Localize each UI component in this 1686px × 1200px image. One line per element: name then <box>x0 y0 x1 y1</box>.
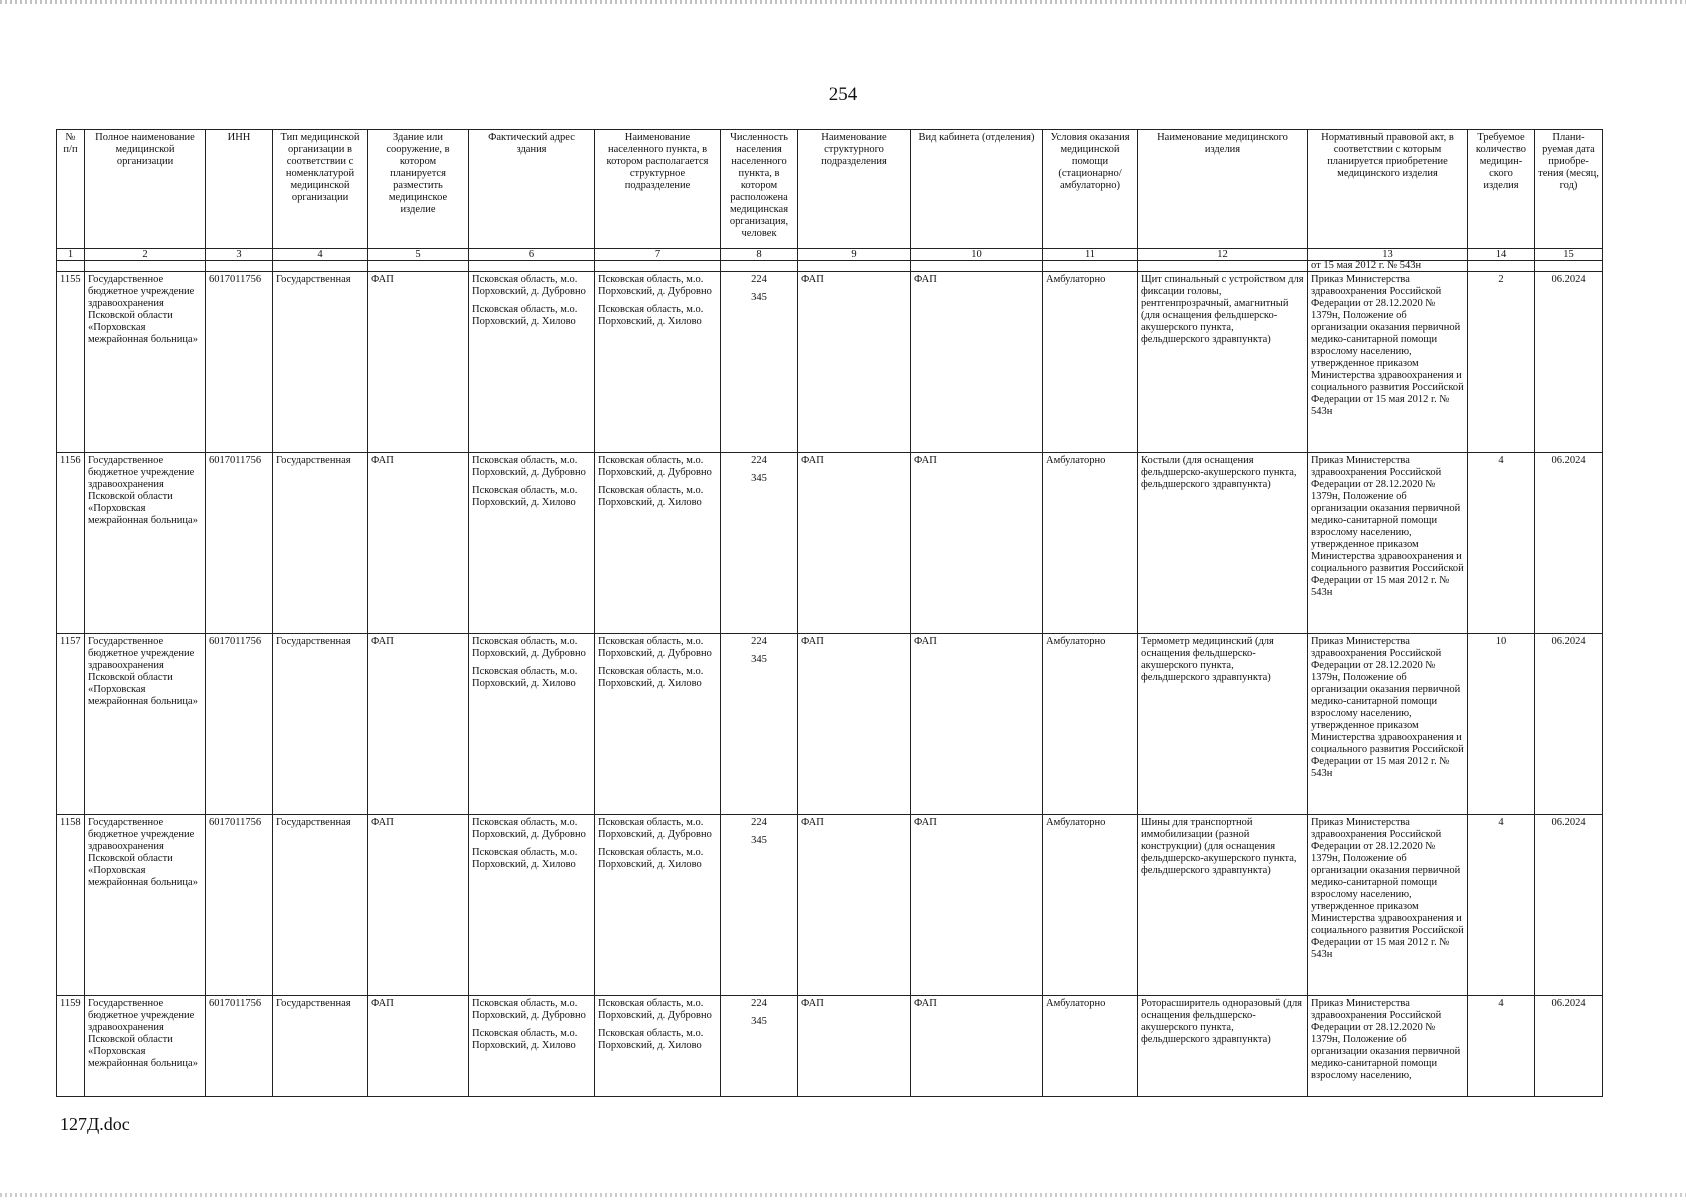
row-num: 1157 <box>57 634 85 815</box>
row-cabinet: ФАП <box>911 815 1043 996</box>
row-num: 1159 <box>57 996 85 1097</box>
column-number-row <box>57 249 1603 261</box>
locality-1: Псковская область, м.о. Порховский, д. Дубровно <box>598 817 712 840</box>
row-address <box>469 996 595 1097</box>
row-population <box>721 453 798 634</box>
locality-2: Псковская область, м.о. Порховский, д. Хилово <box>598 847 704 870</box>
col-header-population: Численность населения населенного пункта, в котором расположена медицинская организация, человек <box>721 130 798 249</box>
col-header-inn: ИНН <box>206 130 273 249</box>
table-row <box>57 815 1603 996</box>
table-row <box>57 634 1603 815</box>
locality-1: Псковская область, м.о. Порховский, д. Дубровно <box>598 274 712 297</box>
row-locality <box>595 634 721 815</box>
row-population <box>721 996 798 1097</box>
col-num: 5 <box>368 249 469 261</box>
row-device: Роторасширитель одноразовый (для оснащения фельдшерско-акушерского пункта, фельдшерского здравпункта) <box>1138 996 1308 1097</box>
col-header-type: Тип медицинской организации в соответствии с номенклатурой медицинской организации <box>273 130 368 249</box>
row-building: ФАП <box>368 815 469 996</box>
row-locality <box>595 453 721 634</box>
row-date: 06.2024 <box>1535 272 1603 453</box>
address-2: Псковская область, м.о. Порховский, д. Хилово <box>472 485 578 508</box>
row-date: 06.2024 <box>1535 634 1603 815</box>
row-address <box>469 453 595 634</box>
col-header-qty: Требуемое количество медицин-ского изделия <box>1468 130 1535 249</box>
row-qty: 10 <box>1468 634 1535 815</box>
col-header-locality: Наименование населенного пункта, в котором располагается структурное подразделение <box>595 130 721 249</box>
row-conditions: Амбулаторно <box>1043 996 1138 1097</box>
row-num: 1155 <box>57 272 85 453</box>
address-1: Псковская область, м.о. Порховский, д. Дубровно <box>472 998 586 1021</box>
col-num: 7 <box>595 249 721 261</box>
population-2: 345 <box>751 654 767 665</box>
population-1: 224 <box>751 817 767 828</box>
row-conditions: Амбулаторно <box>1043 453 1138 634</box>
row-inn: 6017011756 <box>206 453 273 634</box>
table-row <box>57 272 1603 453</box>
col-header-building: Здание или сооружение, в котором планируется разместить медицинское изделие <box>368 130 469 249</box>
row-type: Государственная <box>273 996 368 1097</box>
row-building: ФАП <box>368 996 469 1097</box>
row-cabinet: ФАП <box>911 272 1043 453</box>
population-1: 224 <box>751 455 767 466</box>
locality-1: Псковская область, м.о. Порховский, д. Дубровно <box>598 636 712 659</box>
address-1: Псковская область, м.о. Порховский, д. Дубровно <box>472 636 586 659</box>
carry-over-row <box>57 261 1603 272</box>
row-date: 06.2024 <box>1535 453 1603 634</box>
col-num: 1 <box>57 249 85 261</box>
table-row <box>57 453 1603 634</box>
row-act: Приказ Министерства здравоохранения Российской Федерации от 28.12.2020 № 1379н, Положение об организации оказания первичной медико-санитарной помощи взрослому населению, утвержденное приказом Министерства здравоохранения и социального развития Российской Федерации от 15 мая 2012 г. № 543н <box>1308 453 1468 634</box>
row-device: Костыли (для оснащения фельдшерско-акушерского пункта, фельдшерского здравпункта) <box>1138 453 1308 634</box>
row-org: Государственное бюджетное учреждение здравоохранения Псковской области «Порховская межрайонная больница» <box>85 815 206 996</box>
row-population <box>721 272 798 453</box>
address-1: Псковская область, м.о. Порховский, д. Дубровно <box>472 455 586 478</box>
row-address <box>469 272 595 453</box>
row-org: Государственное бюджетное учреждение здравоохранения Псковской области «Порховская межрайонная больница» <box>85 272 206 453</box>
row-cabinet: ФАП <box>911 634 1043 815</box>
row-conditions: Амбулаторно <box>1043 815 1138 996</box>
row-conditions: Амбулаторно <box>1043 634 1138 815</box>
row-qty: 2 <box>1468 272 1535 453</box>
col-num: 8 <box>721 249 798 261</box>
population-1: 224 <box>751 274 767 285</box>
footer-filename: 127Д.doc <box>60 1114 130 1134</box>
locality-2: Псковская область, м.о. Порховский, д. Хилово <box>598 666 704 689</box>
row-population <box>721 815 798 996</box>
locality-2: Псковская область, м.о. Порховский, д. Хилово <box>598 304 704 327</box>
row-date: 06.2024 <box>1535 815 1603 996</box>
row-qty: 4 <box>1468 453 1535 634</box>
address-2: Псковская область, м.о. Порховский, д. Хилово <box>472 1028 578 1051</box>
row-org: Государственное бюджетное учреждение здравоохранения Псковской области «Порховская межрайонная больница» <box>85 453 206 634</box>
row-type: Государственная <box>273 453 368 634</box>
col-num: 14 <box>1468 249 1535 261</box>
row-device: Шины для транспортной иммобилизации (разной конструкции) (для оснащения фельдшерско-акушерского пункта, фельдшерского здравпункта) <box>1138 815 1308 996</box>
col-header-device: Наименование медицинского изделия <box>1138 130 1308 249</box>
row-locality <box>595 815 721 996</box>
row-unit: ФАП <box>798 453 911 634</box>
col-header-address: Фактический адрес здания <box>469 130 595 249</box>
col-header-act: Нормативный правовой акт, в соответствии с которым планируется приобретение медицинского изделия <box>1308 130 1468 249</box>
col-num: 9 <box>798 249 911 261</box>
locality-2: Псковская область, м.о. Порховский, д. Хилово <box>598 485 704 508</box>
col-header-org: Полное наименование медицинской организации <box>85 130 206 249</box>
col-num: 12 <box>1138 249 1308 261</box>
row-device: Щит спинальный с устройством для фиксации головы, рентгенпрозрачный, амагнитный (для оснащения фельдшерско-акушерского пункта, фельдшерского здравпункта) <box>1138 272 1308 453</box>
row-building: ФАП <box>368 272 469 453</box>
row-building: ФАП <box>368 634 469 815</box>
col-header-conditions: Условия оказания медицинской помощи (стационарно/ амбулаторно) <box>1043 130 1138 249</box>
row-type: Государственная <box>273 815 368 996</box>
col-num: 10 <box>911 249 1043 261</box>
carry-over-text: от 15 мая 2012 г. № 543н <box>1308 261 1468 272</box>
table-row <box>57 996 1603 1097</box>
row-conditions: Амбулаторно <box>1043 272 1138 453</box>
row-type: Государственная <box>273 272 368 453</box>
address-1: Псковская область, м.о. Порховский, д. Дубровно <box>472 817 586 840</box>
row-cabinet: ФАП <box>911 453 1043 634</box>
row-qty: 4 <box>1468 996 1535 1097</box>
row-act: Приказ Министерства здравоохранения Российской Федерации от 28.12.2020 № 1379н, Положение об организации оказания первичной медико-санитарной помощи взрослому населению, утвержденное приказом Министерства здравоохранения и социального развития Российской Федерации от 15 мая 2012 г. № 543н <box>1308 815 1468 996</box>
col-header-unit: Наименование структурного подразделения <box>798 130 911 249</box>
population-1: 224 <box>751 998 767 1009</box>
row-date: 06.2024 <box>1535 996 1603 1097</box>
row-inn: 6017011756 <box>206 996 273 1097</box>
col-header-date: Плани-руемая дата приобре-тения (месяц, год) <box>1535 130 1603 249</box>
row-num: 1158 <box>57 815 85 996</box>
locality-2: Псковская область, м.о. Порховский, д. Хилово <box>598 1028 704 1051</box>
row-unit: ФАП <box>798 634 911 815</box>
col-num: 15 <box>1535 249 1603 261</box>
col-header-cabinet: Вид кабинета (отделения) <box>911 130 1043 249</box>
address-2: Псковская область, м.о. Порховский, д. Хилово <box>472 304 578 327</box>
row-inn: 6017011756 <box>206 634 273 815</box>
col-num: 3 <box>206 249 273 261</box>
row-address <box>469 815 595 996</box>
scan-edge-top <box>0 0 1686 4</box>
population-1: 224 <box>751 636 767 647</box>
col-num: 4 <box>273 249 368 261</box>
col-num: 11 <box>1043 249 1138 261</box>
row-unit: ФАП <box>798 815 911 996</box>
row-qty: 4 <box>1468 815 1535 996</box>
row-unit: ФАП <box>798 272 911 453</box>
header-row <box>57 130 1603 249</box>
row-building: ФАП <box>368 453 469 634</box>
row-act: Приказ Министерства здравоохранения Российской Федерации от 28.12.2020 № 1379н, Положение об организации оказания первичной медико-санитарной помощи взрослому населению, утвержденное приказом Министерства здравоохранения и социального развития Российской Федерации от 15 мая 2012 г. № 543н <box>1308 634 1468 815</box>
row-inn: 6017011756 <box>206 272 273 453</box>
page-number: 254 <box>828 84 858 105</box>
col-num: 2 <box>85 249 206 261</box>
row-org: Государственное бюджетное учреждение здравоохранения Псковской области «Порховская межрайонная больница» <box>85 996 206 1097</box>
address-2: Псковская область, м.о. Порховский, д. Хилово <box>472 847 578 870</box>
population-2: 345 <box>751 1016 767 1027</box>
row-device: Термометр медицинский (для оснащения фельдшерско-акушерского пункта, фельдшерского здравпункта) <box>1138 634 1308 815</box>
address-1: Псковская область, м.о. Порховский, д. Дубровно <box>472 274 586 297</box>
col-num: 13 <box>1308 249 1468 261</box>
population-2: 345 <box>751 292 767 303</box>
row-type: Государственная <box>273 634 368 815</box>
row-inn: 6017011756 <box>206 815 273 996</box>
row-act: Приказ Министерства здравоохранения Российской Федерации от 28.12.2020 № 1379н, Положение об организации оказания первичной медико-санитарной помощи взрослому населению, <box>1308 996 1468 1097</box>
row-cabinet: ФАП <box>911 996 1043 1097</box>
locality-1: Псковская область, м.о. Порховский, д. Дубровно <box>598 455 712 478</box>
row-unit: ФАП <box>798 996 911 1097</box>
row-num: 1156 <box>57 453 85 634</box>
locality-1: Псковская область, м.о. Порховский, д. Дубровно <box>598 998 712 1021</box>
row-address <box>469 634 595 815</box>
address-2: Псковская область, м.о. Порховский, д. Хилово <box>472 666 578 689</box>
row-act: Приказ Министерства здравоохранения Российской Федерации от 28.12.2020 № 1379н, Положение об организации оказания первичной медико-санитарной помощи взрослому населению, утвержденное приказом Министерства здравоохранения и социального развития Российской Федерации от 15 мая 2012 г. № 543н <box>1308 272 1468 453</box>
row-locality <box>595 272 721 453</box>
col-num: 6 <box>469 249 595 261</box>
row-org: Государственное бюджетное учреждение здравоохранения Псковской области «Порховская межрайонная больница» <box>85 634 206 815</box>
row-population <box>721 634 798 815</box>
equipment-table <box>56 129 1603 1097</box>
col-header-num: № п/п <box>57 130 85 249</box>
population-2: 345 <box>751 473 767 484</box>
scan-edge-bottom <box>0 1193 1686 1197</box>
population-2: 345 <box>751 835 767 846</box>
row-locality <box>595 996 721 1097</box>
